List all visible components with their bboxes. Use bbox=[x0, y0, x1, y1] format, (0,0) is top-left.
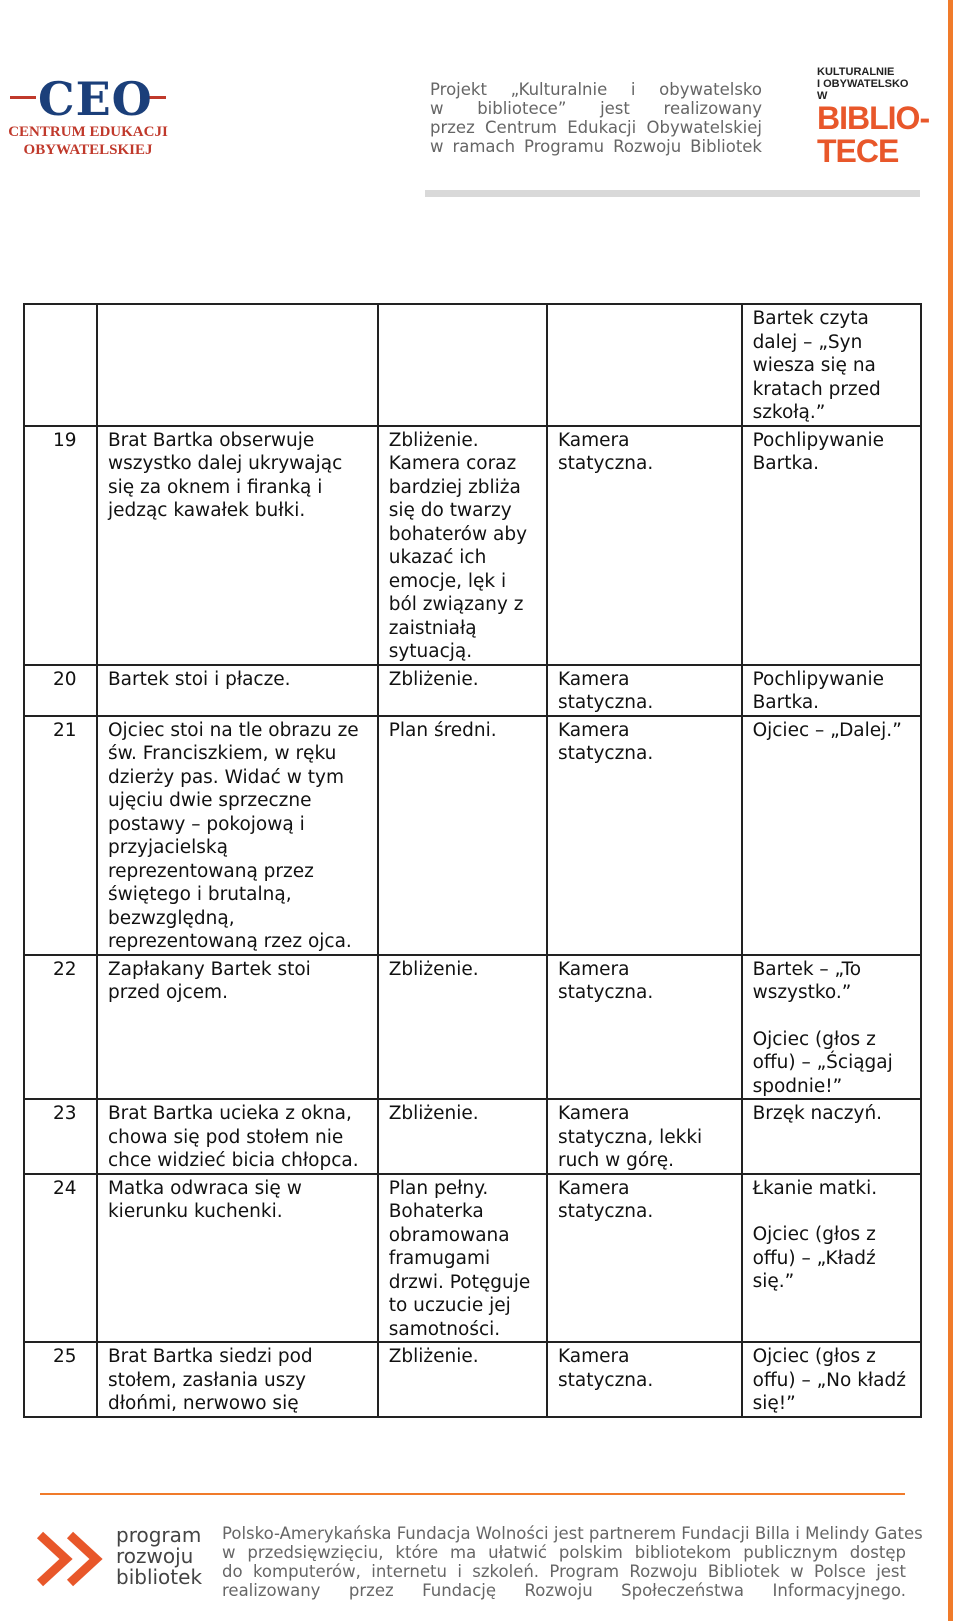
sound-cell bbox=[742, 1342, 921, 1417]
cell-text: Zbliżenie. bbox=[388, 958, 479, 980]
action-cell bbox=[97, 1342, 378, 1417]
cell-text: Kamera statyczna. bbox=[557, 429, 654, 474]
ceo-logo-text: CEO bbox=[38, 72, 153, 126]
cell-text: Plan średni. bbox=[388, 719, 497, 741]
camera-cell bbox=[547, 1099, 742, 1174]
footer-divider bbox=[40, 1493, 905, 1495]
logo-top-line: KULTURALNIE bbox=[817, 66, 895, 78]
cell-text: Brat Bartka obserwuje wszystko dalej ukrywając się za oknem i firanką i jedząc kawałek bułki. bbox=[107, 429, 343, 521]
shot-number: 21 bbox=[24, 716, 97, 955]
cell-text: Kamera statyczna. bbox=[557, 668, 654, 713]
cell-text: Bartek – „To wszystko.” bbox=[752, 958, 862, 1003]
shot-number: 24 bbox=[24, 1174, 97, 1343]
framing-cell bbox=[378, 426, 547, 665]
cell-text: Matka odwraca się w kierunku kuchenki. bbox=[107, 1177, 302, 1222]
cell-text: Kamera statyczna. bbox=[557, 719, 654, 764]
cell-text: Kamera statyczna. bbox=[557, 1177, 654, 1222]
cell-text: Pochlipywanie Bartka. bbox=[752, 668, 884, 713]
ceo-logo-line2: OBYWATELSKIEJ bbox=[23, 142, 153, 158]
table-row bbox=[24, 1342, 921, 1417]
cell-text: Bartek czyta dalej – „Syn wiesza się na kratach przed szkołą.” bbox=[752, 308, 881, 423]
table-row bbox=[24, 1099, 921, 1174]
camera-cell bbox=[547, 304, 742, 426]
action-cell bbox=[97, 426, 378, 665]
cell-text: Kamera coraz bardziej zbliża się do twarzy bohaterów aby ukazać ich emocje, lęk i ból związany z zaistniałą sytuacją. bbox=[388, 453, 528, 662]
framing-cell bbox=[378, 716, 547, 955]
cell-text: Bartek stoi i płacze. bbox=[107, 668, 291, 690]
action-cell bbox=[97, 1174, 378, 1343]
cell-text: Ojciec stoi na tle obrazu ze św. Franciszkiem, w ręku dzierży pas. Widać w tym ujęciu dwie sprzeczne postawy – pokojową i przyjacielską reprezentowaną przez świętego i brutalną, bezwzględną, reprezentowaną rzez ojca. bbox=[107, 719, 359, 952]
logo-big-line: BIBLIO- bbox=[817, 100, 930, 136]
shot-number: 20 bbox=[24, 665, 97, 716]
camera-cell bbox=[547, 716, 742, 955]
cell-text: Łkanie matki. bbox=[752, 1177, 878, 1199]
kulturalnie-logo bbox=[817, 66, 930, 169]
shot-number: 25 bbox=[24, 1342, 97, 1417]
footer-line: w przedsięwzięciu, które ma ułatwić polskim bibliotekom publicznym dostęp bbox=[222, 1543, 906, 1562]
logo-top-line: I OBYWATELSKO bbox=[817, 78, 909, 90]
shot-number: 19 bbox=[24, 426, 97, 665]
logo-word: program bbox=[116, 1523, 202, 1547]
sound-cell bbox=[742, 716, 921, 955]
cell-text: Pochlipywanie Bartka. bbox=[752, 429, 884, 474]
ceo-logo bbox=[8, 72, 168, 162]
table-row bbox=[24, 304, 921, 426]
action-cell bbox=[97, 955, 378, 1100]
sound-cell bbox=[742, 665, 921, 716]
table-row bbox=[24, 1174, 921, 1343]
cell-text: Brat Bartka ucieka z okna, chowa się pod stołem nie chce widzieć bicia chłopca. bbox=[107, 1103, 359, 1171]
cell-text: Zbliżenie. bbox=[388, 1346, 479, 1367]
logo-word: rozwoju bbox=[116, 1544, 194, 1568]
sound-cell bbox=[742, 955, 921, 1100]
header-divider bbox=[425, 190, 920, 197]
cell-text: Plan pełny. Bohaterka obramowana framugami drzwi. Potęguje to uczucie jej samotności. bbox=[388, 1177, 531, 1340]
action-cell bbox=[97, 1099, 378, 1174]
ceo-logo-line1: CENTRUM EDUKACJI bbox=[8, 124, 168, 140]
cell-text: Zbliżenie. bbox=[388, 668, 479, 690]
shot-number: 23 bbox=[24, 1099, 97, 1174]
action-cell bbox=[97, 716, 378, 955]
cell-text: Zapłakany Bartek stoi przed ojcem. bbox=[107, 958, 311, 1003]
cell-text: Ojciec (głos z offu) – „Kładź się.” bbox=[752, 1224, 876, 1292]
table-row bbox=[24, 426, 921, 665]
program-logo-text bbox=[116, 1525, 202, 1588]
cell-text: Zbliżenie. bbox=[388, 429, 479, 451]
footer-line: realizowany przez Fundację Rozwoju Społeczeństwa Informacyjnego. bbox=[222, 1581, 906, 1600]
cell-text: Kamera statyczna. bbox=[557, 958, 654, 1003]
project-line: w ramach Programu Rozwoju Bibliotek bbox=[430, 137, 762, 156]
action-cell bbox=[97, 304, 378, 426]
framing-cell bbox=[378, 955, 547, 1100]
sound-cell bbox=[742, 1099, 921, 1174]
cell-text: Ojciec (głos z offu) – „Ściągaj spodnie!” bbox=[752, 1028, 893, 1097]
camera-cell bbox=[547, 426, 742, 665]
action-cell bbox=[97, 665, 378, 716]
framing-cell bbox=[378, 1099, 547, 1174]
cell-text: Kamera statyczna, lekki ruch w górę. bbox=[557, 1103, 703, 1171]
cell-text: Zbliżenie. bbox=[388, 1103, 479, 1124]
logo-big-line: TECE bbox=[817, 133, 899, 169]
cell-text: Ojciec – „Dalej.” bbox=[752, 719, 902, 741]
footer-note bbox=[222, 1524, 923, 1600]
project-line: w bibliotece” jest realizowany bbox=[430, 99, 762, 118]
camera-cell bbox=[547, 955, 742, 1100]
footer-line: do komputerów, internetu i szkoleń. Program Rozwoju Bibliotek w Polsce jest bbox=[222, 1562, 906, 1581]
sound-cell bbox=[742, 426, 921, 665]
project-line: Projekt „Kulturalnie i obywatelsko bbox=[430, 80, 762, 99]
table-row bbox=[24, 665, 921, 716]
framing-cell bbox=[378, 1342, 547, 1417]
shot-number: 22 bbox=[24, 955, 97, 1100]
cell-text: Brzęk naczyń. bbox=[752, 1103, 883, 1124]
cell-text: Kamera statyczna. bbox=[557, 1346, 654, 1391]
paragraph-gap bbox=[753, 1200, 910, 1223]
scenario-table bbox=[23, 303, 922, 1418]
framing-cell bbox=[378, 1174, 547, 1343]
camera-cell bbox=[547, 1174, 742, 1343]
sound-cell bbox=[742, 1174, 921, 1343]
orange-page-rule bbox=[948, 0, 953, 1621]
camera-cell bbox=[547, 665, 742, 716]
program-rozwoju-bibliotek-logo bbox=[36, 1525, 216, 1595]
chevrons-icon bbox=[36, 1531, 106, 1587]
shot-number bbox=[24, 304, 97, 426]
project-line: przez Centrum Edukacji Obywatelskiej bbox=[430, 118, 762, 137]
logo-dash-left bbox=[10, 96, 36, 99]
logo-top-line: W bbox=[817, 90, 828, 102]
paragraph-gap bbox=[753, 1005, 910, 1028]
project-description bbox=[430, 80, 762, 156]
logo-word: bibliotek bbox=[116, 1565, 203, 1589]
sound-cell bbox=[742, 304, 921, 426]
camera-cell bbox=[547, 1342, 742, 1417]
framing-cell bbox=[378, 665, 547, 716]
cell-text: Brat Bartka siedzi pod stołem, zasłania uszy dłońmi, nerwowo się bbox=[107, 1346, 313, 1414]
table-row bbox=[24, 716, 921, 955]
table-row bbox=[24, 955, 921, 1100]
cell-text: Ojciec (głos z offu) – „No kładź się!” bbox=[752, 1346, 906, 1414]
framing-cell bbox=[378, 304, 547, 426]
footer-line: Polsko-Amerykańska Fundacja Wolności jest partnerem Fundacji Billa i Melindy Gates bbox=[222, 1524, 923, 1543]
